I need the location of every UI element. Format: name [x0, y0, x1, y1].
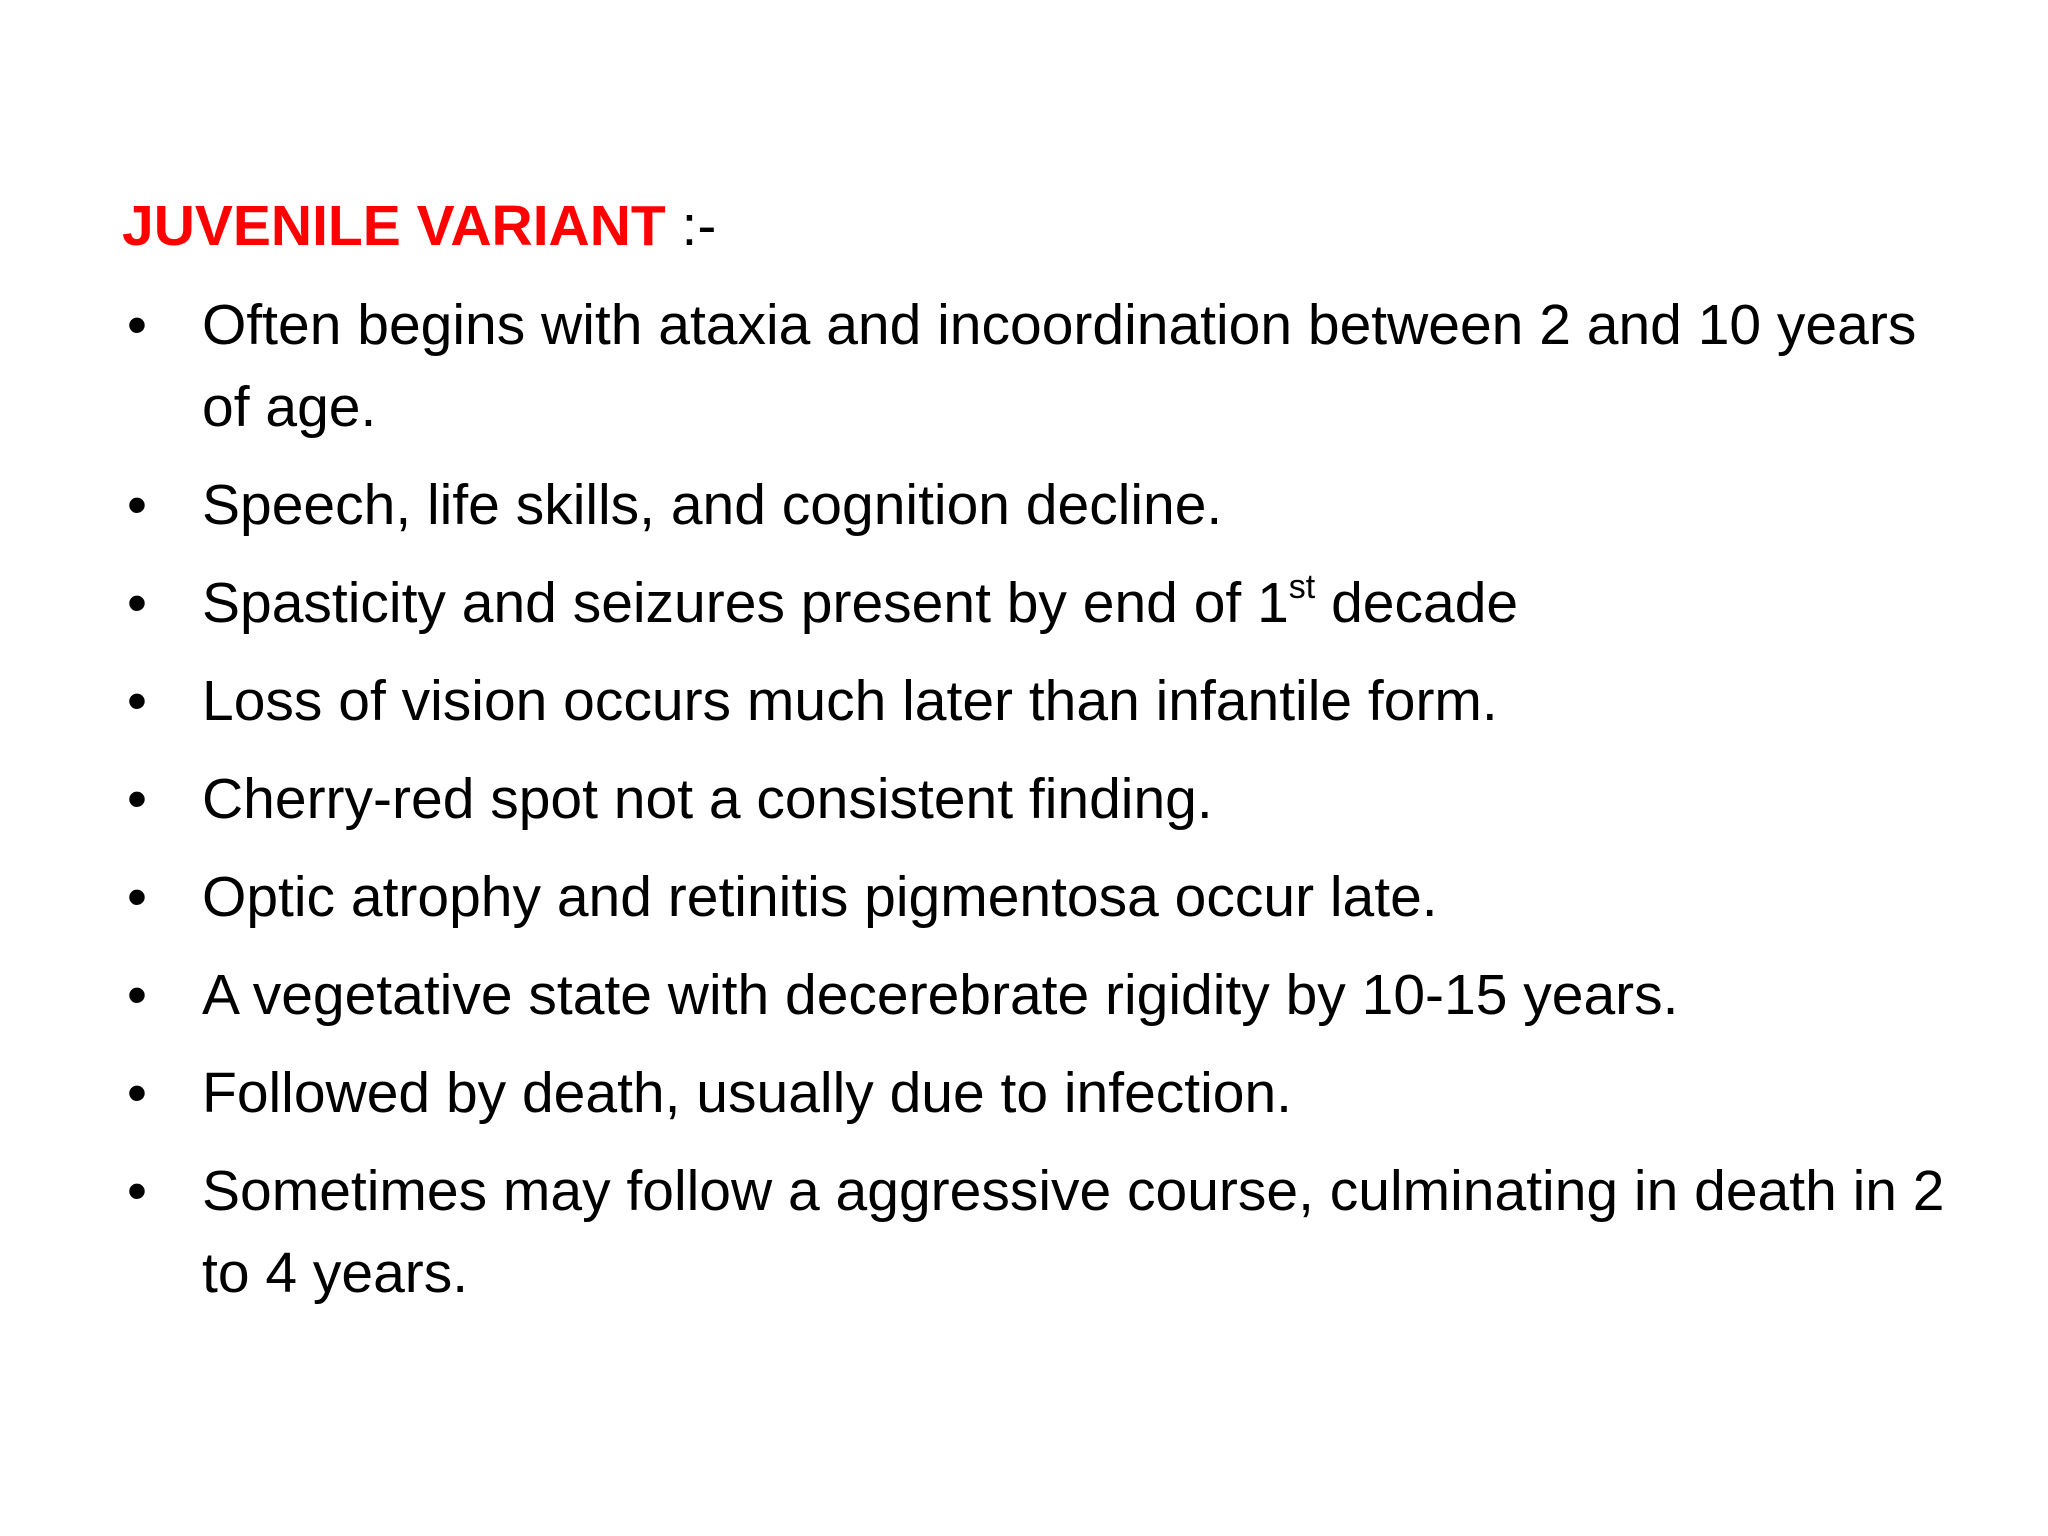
- heading-suffix: :-: [665, 194, 717, 258]
- bullet-icon: •: [127, 865, 147, 929]
- bullet-item: [122, 1052, 1962, 1134]
- bullet-item: [122, 562, 1962, 644]
- bullet-list: [122, 284, 1962, 1330]
- bullet-text: Spasticity and seizures present by end of 1: [202, 571, 1289, 635]
- bullet-item: [122, 1150, 1962, 1314]
- bullet-item: [122, 954, 1962, 1036]
- bullet-text: A vegetative state with decerebrate rigidity by 10-15 years.: [202, 963, 1679, 1027]
- bullet-icon: •: [127, 473, 147, 537]
- heading-label: JUVENILE VARIANT: [122, 194, 666, 258]
- bullet-icon: •: [127, 963, 147, 1027]
- bullet-text: Followed by death, usually due to infection.: [202, 1061, 1293, 1125]
- bullet-icon: •: [127, 1159, 147, 1223]
- bullet-text-after: decade: [1315, 571, 1519, 635]
- bullet-text: Cherry-red spot not a consistent finding.: [202, 767, 1213, 831]
- ordinal-superscript: st: [1288, 568, 1316, 606]
- bullet-icon: •: [127, 1061, 147, 1125]
- bullet-icon: •: [127, 293, 147, 357]
- bullet-icon: •: [127, 767, 147, 831]
- bullet-item: [122, 856, 1962, 938]
- bullet-item: [122, 660, 1962, 742]
- bullet-icon: •: [127, 669, 147, 733]
- bullet-icon: •: [127, 571, 147, 635]
- bullet-item: [122, 284, 1962, 448]
- bullet-text: Loss of vision occurs much later than infantile form.: [202, 669, 1498, 733]
- bullet-text: Sometimes may follow a aggressive course, culminating in death in 2 to 4 years.: [202, 1159, 1945, 1305]
- bullet-item: [122, 758, 1962, 840]
- bullet-item: [122, 464, 1962, 546]
- bullet-text: Speech, life skills, and cognition decline.: [202, 473, 1223, 537]
- slide-heading: [122, 186, 716, 266]
- bullet-text: Optic atrophy and retinitis pigmentosa occur late.: [202, 865, 1438, 929]
- bullet-text: Often begins with ataxia and incoordination between 2 and 10 years of age.: [202, 293, 1917, 439]
